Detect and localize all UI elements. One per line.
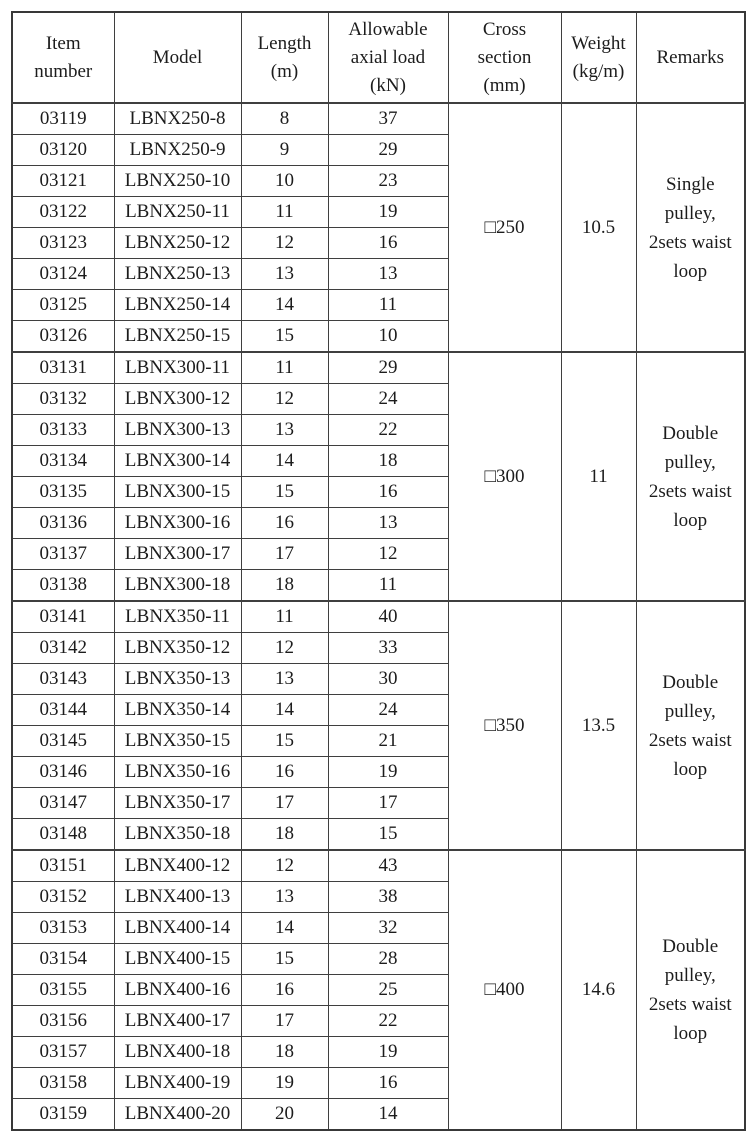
cell-length: 11 (241, 601, 328, 633)
cell-item-number: 03124 (12, 259, 114, 290)
cell-cross-section: □400 (448, 850, 561, 1130)
cell-item-number: 03141 (12, 601, 114, 633)
cell-axial-load: 16 (328, 1068, 448, 1099)
cell-item-number: 03131 (12, 352, 114, 384)
cell-item-number: 03151 (12, 850, 114, 882)
table-row (12, 601, 745, 633)
cell-length: 16 (241, 508, 328, 539)
cell-model: LBNX300-11 (114, 352, 241, 384)
cell-item-number: 03135 (12, 477, 114, 508)
cell-length: 10 (241, 166, 328, 197)
cell-item-number: 03142 (12, 633, 114, 664)
cell-length: 14 (241, 695, 328, 726)
cell-model: LBNX400-18 (114, 1037, 241, 1068)
cell-length: 15 (241, 944, 328, 975)
col-header-line: Allowable (348, 18, 428, 40)
cell-remarks (636, 103, 745, 352)
cell-item-number: 03146 (12, 757, 114, 788)
cell-length: 13 (241, 664, 328, 695)
cell-axial-load: 12 (328, 539, 448, 570)
cell-length: 17 (241, 539, 328, 570)
cell-model: LBNX250-10 (114, 166, 241, 197)
cell-model: LBNX400-13 (114, 882, 241, 913)
cell-model: LBNX350-15 (114, 726, 241, 757)
cell-item-number: 03133 (12, 415, 114, 446)
col-header-line: Cross (482, 18, 527, 40)
cell-length: 18 (241, 1037, 328, 1068)
cell-axial-load: 16 (328, 477, 448, 508)
cell-item-number: 03119 (12, 103, 114, 135)
cell-item-number: 03147 (12, 788, 114, 819)
cell-axial-load: 38 (328, 882, 448, 913)
cell-axial-load: 23 (328, 166, 448, 197)
cell-axial-load: 17 (328, 788, 448, 819)
cell-model: LBNX350-17 (114, 788, 241, 819)
cell-model: LBNX250-9 (114, 135, 241, 166)
cell-item-number: 03148 (12, 819, 114, 851)
cell-length: 17 (241, 1006, 328, 1037)
cell-cross-section: □300 (448, 352, 561, 601)
cell-axial-load: 30 (328, 664, 448, 695)
cell-item-number: 03155 (12, 975, 114, 1006)
cell-model: LBNX400-12 (114, 850, 241, 882)
table-header (12, 12, 745, 103)
cell-model: LBNX300-12 (114, 384, 241, 415)
cell-length: 9 (241, 135, 328, 166)
cell-item-number: 03138 (12, 570, 114, 602)
cell-length: 14 (241, 913, 328, 944)
table-body (12, 103, 745, 1130)
table-row (12, 103, 745, 135)
cell-item-number: 03120 (12, 135, 114, 166)
cell-length: 18 (241, 819, 328, 851)
cell-length: 11 (241, 352, 328, 384)
cell-length: 15 (241, 477, 328, 508)
cell-item-number: 03154 (12, 944, 114, 975)
remarks-line: pulley, (664, 700, 716, 722)
cell-model: LBNX350-11 (114, 601, 241, 633)
remarks-line: pulley, (664, 202, 716, 224)
cell-model: LBNX300-15 (114, 477, 241, 508)
remarks-line: 2sets waist (648, 480, 732, 502)
cell-length: 14 (241, 290, 328, 321)
cell-item-number: 03134 (12, 446, 114, 477)
cell-cross-section: □250 (448, 103, 561, 352)
cell-axial-load: 28 (328, 944, 448, 975)
cell-item-number: 03132 (12, 384, 114, 415)
cell-item-number: 03153 (12, 913, 114, 944)
cell-weight: 11 (561, 352, 636, 601)
cell-axial-load: 18 (328, 446, 448, 477)
cell-axial-load: 16 (328, 228, 448, 259)
cell-model: LBNX250-11 (114, 197, 241, 228)
remarks-line: Double (662, 422, 719, 444)
cell-length: 11 (241, 197, 328, 228)
remarks-line: 2sets waist (648, 729, 732, 751)
cell-length: 13 (241, 415, 328, 446)
cell-remarks (636, 352, 745, 601)
cell-model: LBNX250-13 (114, 259, 241, 290)
col-header-remarks (636, 12, 745, 103)
cell-axial-load: 10 (328, 321, 448, 353)
cell-model: LBNX300-18 (114, 570, 241, 602)
cell-model: LBNX350-18 (114, 819, 241, 851)
col-header-line: Length (257, 32, 312, 54)
cell-length: 18 (241, 570, 328, 602)
cell-weight: 14.6 (561, 850, 636, 1130)
cell-model: LBNX350-13 (114, 664, 241, 695)
cell-axial-load: 37 (328, 103, 448, 135)
product-spec-table (11, 11, 746, 1131)
cell-length: 12 (241, 228, 328, 259)
cell-item-number: 03125 (12, 290, 114, 321)
col-header-length (241, 12, 328, 103)
cell-length: 16 (241, 975, 328, 1006)
cell-remarks (636, 601, 745, 850)
col-header-line: (kN) (370, 74, 406, 96)
remarks-line: 2sets waist (648, 231, 732, 253)
remarks-line: 2sets waist (648, 994, 732, 1015)
cell-weight: 13.5 (561, 601, 636, 850)
col-header-weight (561, 12, 636, 103)
cell-length: 12 (241, 633, 328, 664)
cell-model: LBNX400-16 (114, 975, 241, 1006)
cell-axial-load: 22 (328, 1006, 448, 1037)
remarks-line: Double (662, 936, 719, 957)
cell-model: LBNX300-16 (114, 508, 241, 539)
col-header-line: (mm) (483, 74, 526, 96)
cell-length: 20 (241, 1099, 328, 1131)
cell-item-number: 03121 (12, 166, 114, 197)
cell-model: LBNX250-8 (114, 103, 241, 135)
cell-length: 17 (241, 788, 328, 819)
cell-item-number: 03158 (12, 1068, 114, 1099)
cell-axial-load: 13 (328, 259, 448, 290)
cell-model: LBNX400-19 (114, 1068, 241, 1099)
cell-length: 15 (241, 321, 328, 353)
cell-axial-load: 29 (328, 135, 448, 166)
cell-axial-load: 24 (328, 695, 448, 726)
cell-axial-load: 13 (328, 508, 448, 539)
cell-length: 19 (241, 1068, 328, 1099)
cell-axial-load: 19 (328, 197, 448, 228)
col-header-axial-load (328, 12, 448, 103)
cell-axial-load: 25 (328, 975, 448, 1006)
header-row (12, 12, 745, 103)
cell-length: 13 (241, 259, 328, 290)
cell-axial-load: 43 (328, 850, 448, 882)
cell-model: LBNX300-17 (114, 539, 241, 570)
table-row (12, 352, 745, 384)
remarks-line: Double (662, 671, 719, 693)
cell-axial-load: 11 (328, 290, 448, 321)
cell-axial-load: 21 (328, 726, 448, 757)
cell-axial-load: 22 (328, 415, 448, 446)
cell-length: 15 (241, 726, 328, 757)
cell-length: 13 (241, 882, 328, 913)
cell-item-number: 03152 (12, 882, 114, 913)
col-header-line: axial load (350, 46, 426, 68)
cell-item-number: 03159 (12, 1099, 114, 1131)
table-row (12, 850, 745, 882)
cell-axial-load: 15 (328, 819, 448, 851)
cell-model: LBNX350-12 (114, 633, 241, 664)
cell-model: LBNX250-15 (114, 321, 241, 353)
cell-remarks (636, 850, 745, 1130)
cell-item-number: 03137 (12, 539, 114, 570)
remarks-line: loop (673, 509, 708, 531)
col-header-line: section (477, 46, 532, 68)
col-header-item-number (12, 12, 114, 103)
remarks-line: loop (673, 1023, 708, 1044)
col-header-line: (kg/m) (572, 60, 625, 82)
cell-axial-load: 19 (328, 1037, 448, 1068)
remarks-line: pulley, (664, 451, 716, 473)
cell-item-number: 03143 (12, 664, 114, 695)
cell-length: 14 (241, 446, 328, 477)
col-header-line: (m) (270, 60, 299, 82)
remarks-line: pulley, (664, 965, 716, 986)
col-header-model (114, 12, 241, 103)
cell-item-number: 03157 (12, 1037, 114, 1068)
cell-axial-load: 32 (328, 913, 448, 944)
cell-model: LBNX350-14 (114, 695, 241, 726)
col-header-cross-section (448, 12, 561, 103)
col-header-line: Remarks (656, 46, 725, 68)
col-header-line: number (34, 60, 93, 82)
cell-length: 8 (241, 103, 328, 135)
cell-model: LBNX250-12 (114, 228, 241, 259)
cell-item-number: 03144 (12, 695, 114, 726)
cell-axial-load: 40 (328, 601, 448, 633)
cell-axial-load: 33 (328, 633, 448, 664)
cell-item-number: 03123 (12, 228, 114, 259)
cell-model: LBNX300-14 (114, 446, 241, 477)
cell-model: LBNX400-20 (114, 1099, 241, 1131)
col-header-line: Weight (571, 32, 626, 54)
remarks-line: loop (673, 260, 708, 282)
cell-item-number: 03156 (12, 1006, 114, 1037)
cell-model: LBNX300-13 (114, 415, 241, 446)
cell-item-number: 03122 (12, 197, 114, 228)
col-header-line: Item (45, 32, 81, 54)
cell-length: 16 (241, 757, 328, 788)
cell-axial-load: 14 (328, 1099, 448, 1131)
col-header-line: Model (152, 46, 203, 68)
cell-axial-load: 19 (328, 757, 448, 788)
cell-weight: 10.5 (561, 103, 636, 352)
cell-axial-load: 11 (328, 570, 448, 602)
cell-axial-load: 29 (328, 352, 448, 384)
cell-model: LBNX400-15 (114, 944, 241, 975)
cell-cross-section: □350 (448, 601, 561, 850)
remarks-line: loop (673, 758, 708, 780)
cell-length: 12 (241, 850, 328, 882)
remarks-line: Single (665, 173, 715, 195)
cell-model: LBNX400-14 (114, 913, 241, 944)
cell-axial-load: 24 (328, 384, 448, 415)
cell-item-number: 03136 (12, 508, 114, 539)
cell-model: LBNX400-17 (114, 1006, 241, 1037)
cell-model: LBNX250-14 (114, 290, 241, 321)
cell-length: 12 (241, 384, 328, 415)
cell-item-number: 03145 (12, 726, 114, 757)
cell-item-number: 03126 (12, 321, 114, 353)
cell-model: LBNX350-16 (114, 757, 241, 788)
